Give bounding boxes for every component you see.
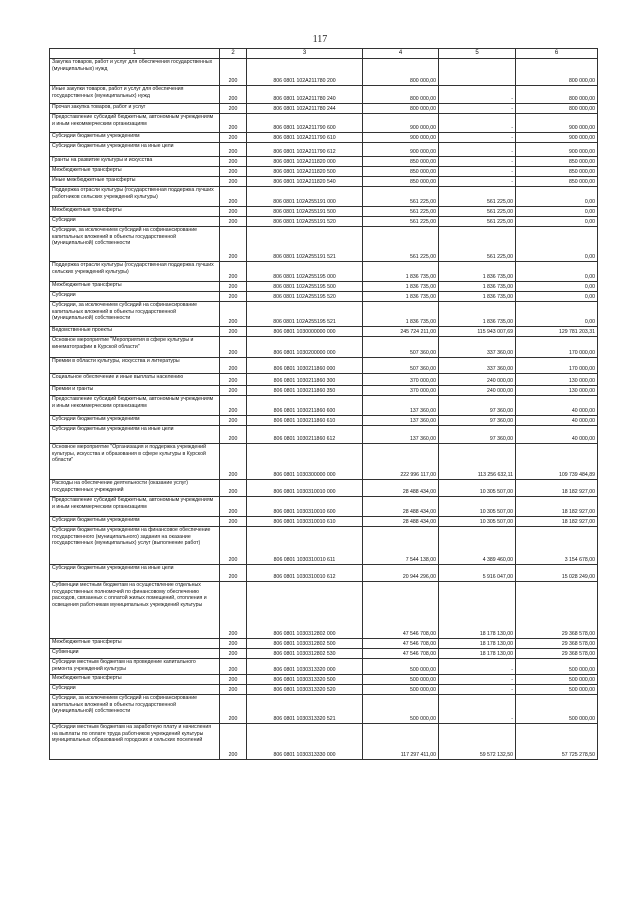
cell-code: 200 xyxy=(220,685,247,695)
cell-plan: 507 360,00 xyxy=(363,337,439,358)
table-row xyxy=(50,659,598,675)
cell-exec: - xyxy=(439,167,516,177)
cell-name: Субсидии, за исключением субсидий на софинансирование капитальных вложений в объекты государственной (муниципальной) собственности xyxy=(50,695,220,724)
cell-code: 200 xyxy=(220,327,247,337)
cell-exec: - xyxy=(439,685,516,695)
cell-name: Основное мероприятие "Организация и поддержка учреждений культуры, искусства и образования в сфере культуры в Курской области" xyxy=(50,444,220,480)
cell-exec: 113 256 632,11 xyxy=(439,444,516,480)
cell-code: 200 xyxy=(220,157,247,167)
cell-exec: - xyxy=(439,695,516,724)
cell-exec: 97 360,00 xyxy=(439,416,516,426)
table-row xyxy=(50,59,598,86)
cell-plan: 800 000,00 xyxy=(363,104,439,114)
cell-plan: 47 546 708,00 xyxy=(363,582,439,639)
cell-kbk: 806 0801 1030300000 000 xyxy=(247,444,363,480)
cell-code: 200 xyxy=(220,386,247,396)
cell-kbk: 806 0801 102А211790 610 xyxy=(247,133,363,143)
cell-exec: 1 836 735,00 xyxy=(439,292,516,302)
table-row xyxy=(50,262,598,282)
cell-code: 200 xyxy=(220,217,247,227)
cell-kbk: 806 0801 102А255195 520 xyxy=(247,292,363,302)
cell-rest: 0,00 xyxy=(516,302,598,327)
cell-exec: 240 000,00 xyxy=(439,386,516,396)
table-row xyxy=(50,639,598,649)
cell-code: 200 xyxy=(220,649,247,659)
cell-kbk: 806 0801 1030313330 000 xyxy=(247,724,363,760)
cell-code: 200 xyxy=(220,444,247,480)
cell-kbk: 806 0801 1030200000 000 xyxy=(247,337,363,358)
cell-name: Субсидии бюджетным учреждениям на иные цели xyxy=(50,426,220,444)
cell-exec: 10 305 507,00 xyxy=(439,517,516,527)
cell-rest: 29 368 578,00 xyxy=(516,649,598,659)
table-row xyxy=(50,157,598,167)
cell-code: 200 xyxy=(220,396,247,416)
cell-exec: - xyxy=(439,86,516,104)
cell-code: 200 xyxy=(220,527,247,565)
cell-rest: 500 000,00 xyxy=(516,659,598,675)
cell-name: Субсидии xyxy=(50,217,220,227)
cell-name: Субсидии бюджетным учреждениям на иные цели xyxy=(50,143,220,157)
cell-rest: 170 000,00 xyxy=(516,337,598,358)
cell-name: Субсидии бюджетным учреждениям xyxy=(50,416,220,426)
cell-rest: 0,00 xyxy=(516,262,598,282)
cell-rest: 3 154 678,00 xyxy=(516,527,598,565)
cell-exec: - xyxy=(439,104,516,114)
cell-rest: 0,00 xyxy=(516,227,598,262)
cell-plan: 1 836 735,00 xyxy=(363,262,439,282)
cell-plan: 500 000,00 xyxy=(363,675,439,685)
cell-name: Субсидии бюджетным учреждениям на финансовое обеспечение государственного (муниципального) задания на оказание государственных (муниципальных) услуг (выполнение работ) xyxy=(50,527,220,565)
page-number: 117 xyxy=(312,34,328,45)
cell-exec: 18 178 130,00 xyxy=(439,582,516,639)
cell-plan: 500 000,00 xyxy=(363,685,439,695)
table-row xyxy=(50,724,598,760)
table-row xyxy=(50,143,598,157)
cell-plan: 1 836 735,00 xyxy=(363,302,439,327)
cell-name: Закупка товаров, работ и услуг для обеспечения государственных (муниципальных) нужд xyxy=(50,59,220,86)
column-header: 6 xyxy=(516,49,598,59)
cell-name: Субсидии местным бюджетам на заработную плату и начисления на выплаты по оплате труда работников учреждений культуры муниципальных образований городских и сельских поселений xyxy=(50,724,220,760)
cell-name: Предоставление субсидий бюджетным, автономным учреждениям и иным некоммерческим организациям xyxy=(50,497,220,517)
cell-rest: 109 739 484,89 xyxy=(516,444,598,480)
cell-name: Субсидии, за исключением субсидий на софинансирование капитальных вложений в объекты государственной (муниципальной) собственности xyxy=(50,302,220,327)
table-row xyxy=(50,327,598,337)
column-header: 1 xyxy=(50,49,220,59)
cell-plan: 1 836 735,00 xyxy=(363,282,439,292)
cell-kbk: 806 0801 102А211790 600 xyxy=(247,114,363,133)
cell-rest: 800 000,00 xyxy=(516,59,598,86)
cell-kbk: 806 0801 102А255191 000 xyxy=(247,187,363,207)
cell-kbk: 806 0801 1030313320 521 xyxy=(247,695,363,724)
cell-name: Субвенции местным бюджетам на осуществление отдельных государственных полномочий по финансовому обеспечению расходов, связанных с оплатой жилых помещений, отопления и освещения работникам муниципальных учреждений культуры xyxy=(50,582,220,639)
cell-plan: 900 000,00 xyxy=(363,143,439,157)
cell-exec: 18 178 130,00 xyxy=(439,639,516,649)
column-number-header-row xyxy=(50,49,598,59)
cell-kbk: 806 0801 1030211860 000 xyxy=(247,358,363,374)
cell-kbk: 806 0801 1030310010 610 xyxy=(247,517,363,527)
table-row xyxy=(50,426,598,444)
cell-rest: 850 000,00 xyxy=(516,167,598,177)
cell-name: Иные закупки товаров, работ и услуг для обеспечения государственных (муниципальных) нужд xyxy=(50,86,220,104)
cell-rest: 800 000,00 xyxy=(516,104,598,114)
table-row xyxy=(50,177,598,187)
cell-plan: 137 360,00 xyxy=(363,396,439,416)
table-row xyxy=(50,337,598,358)
table-row xyxy=(50,227,598,262)
table-row xyxy=(50,565,598,582)
table-row xyxy=(50,167,598,177)
cell-code: 200 xyxy=(220,114,247,133)
table-row xyxy=(50,517,598,527)
cell-rest: 15 028 249,00 xyxy=(516,565,598,582)
cell-plan: 28 488 434,00 xyxy=(363,517,439,527)
cell-code: 200 xyxy=(220,675,247,685)
table-row xyxy=(50,416,598,426)
cell-kbk: 806 0801 1030313320 520 xyxy=(247,685,363,695)
cell-code: 200 xyxy=(220,59,247,86)
cell-exec: 561 225,00 xyxy=(439,187,516,207)
cell-code: 200 xyxy=(220,426,247,444)
cell-name: Прочая закупка товаров, работ и услуг xyxy=(50,104,220,114)
cell-plan: 800 000,00 xyxy=(363,86,439,104)
cell-plan: 561 225,00 xyxy=(363,227,439,262)
cell-rest: 900 000,00 xyxy=(516,143,598,157)
cell-code: 200 xyxy=(220,374,247,386)
cell-kbk: 806 0801 1030310010 600 xyxy=(247,497,363,517)
cell-plan: 28 488 434,00 xyxy=(363,497,439,517)
cell-kbk: 806 0801 102А211820 540 xyxy=(247,177,363,187)
cell-exec: - xyxy=(439,143,516,157)
cell-code: 200 xyxy=(220,187,247,207)
cell-name: Гранты на развитие культуры и искусства xyxy=(50,157,220,167)
cell-plan: 1 836 735,00 xyxy=(363,292,439,302)
cell-rest: 18 182 927,00 xyxy=(516,480,598,497)
cell-code: 200 xyxy=(220,227,247,262)
cell-name: Субсидии xyxy=(50,685,220,695)
cell-code: 200 xyxy=(220,517,247,527)
cell-plan: 561 225,00 xyxy=(363,207,439,217)
cell-exec: 1 836 735,00 xyxy=(439,302,516,327)
cell-kbk: 806 0801 1030211860 612 xyxy=(247,426,363,444)
cell-plan: 222 996 117,00 xyxy=(363,444,439,480)
cell-kbk: 806 0801 102А255191 520 xyxy=(247,217,363,227)
cell-code: 200 xyxy=(220,659,247,675)
cell-plan: 245 724 211,00 xyxy=(363,327,439,337)
cell-name: Межбюджетные трансферты xyxy=(50,639,220,649)
cell-code: 200 xyxy=(220,133,247,143)
cell-kbk: 806 0801 102А211780 244 xyxy=(247,104,363,114)
cell-exec: 5 916 047,00 xyxy=(439,565,516,582)
cell-code: 200 xyxy=(220,282,247,292)
cell-kbk: 806 0801 1030211860 610 xyxy=(247,416,363,426)
table-row xyxy=(50,217,598,227)
cell-name: Социальное обеспечение и иные выплаты населению xyxy=(50,374,220,386)
cell-code: 200 xyxy=(220,177,247,187)
cell-kbk: 806 0801 102А211820 500 xyxy=(247,167,363,177)
cell-exec: - xyxy=(439,675,516,685)
cell-rest: 0,00 xyxy=(516,187,598,207)
cell-code: 200 xyxy=(220,262,247,282)
cell-exec xyxy=(439,59,516,86)
cell-plan: 137 360,00 xyxy=(363,426,439,444)
cell-kbk: 806 0801 1030211860 350 xyxy=(247,386,363,396)
cell-name: Межбюджетные трансферты xyxy=(50,207,220,217)
cell-code: 200 xyxy=(220,207,247,217)
cell-name: Субсидии, за исключением субсидий на софинансирование капитальных вложений в объекты государственной (муниципальной) собственности xyxy=(50,227,220,262)
cell-plan: 47 546 708,00 xyxy=(363,639,439,649)
cell-kbk: 806 0801 1030313320 000 xyxy=(247,659,363,675)
cell-name: Премии и гранты xyxy=(50,386,220,396)
column-header: 2 xyxy=(220,49,247,59)
cell-kbk: 806 0801 102А211780 200 xyxy=(247,59,363,86)
cell-kbk: 806 0801 1030312802 000 xyxy=(247,582,363,639)
cell-plan: 500 000,00 xyxy=(363,659,439,675)
cell-name: Межбюджетные трансферты xyxy=(50,675,220,685)
table-row xyxy=(50,358,598,374)
cell-kbk: 806 0801 1030000000 000 xyxy=(247,327,363,337)
cell-kbk: 806 0801 102А211790 612 xyxy=(247,143,363,157)
cell-code: 200 xyxy=(220,497,247,517)
table-row xyxy=(50,497,598,517)
cell-plan: 561 225,00 xyxy=(363,217,439,227)
table-row xyxy=(50,386,598,396)
table-row xyxy=(50,302,598,327)
cell-plan: 850 000,00 xyxy=(363,177,439,187)
cell-rest: 500 000,00 xyxy=(516,695,598,724)
cell-kbk: 806 0801 1030211860 600 xyxy=(247,396,363,416)
cell-exec: 240 000,00 xyxy=(439,374,516,386)
cell-code: 200 xyxy=(220,86,247,104)
cell-kbk: 806 0801 1030313320 500 xyxy=(247,675,363,685)
cell-plan: 370 000,00 xyxy=(363,374,439,386)
cell-plan: 20 944 296,00 xyxy=(363,565,439,582)
cell-rest: 129 781 203,31 xyxy=(516,327,598,337)
column-header: 3 xyxy=(247,49,363,59)
cell-name: Межбюджетные трансферты xyxy=(50,167,220,177)
cell-kbk: 806 0801 102А255191 521 xyxy=(247,227,363,262)
cell-name: Межбюджетные трансферты xyxy=(50,282,220,292)
cell-code: 200 xyxy=(220,302,247,327)
cell-kbk: 806 0801 102А255195 000 xyxy=(247,262,363,282)
cell-kbk: 806 0801 1030310010 611 xyxy=(247,527,363,565)
table-row xyxy=(50,374,598,386)
cell-rest: 18 182 927,00 xyxy=(516,497,598,517)
cell-exec: 97 360,00 xyxy=(439,426,516,444)
cell-plan: 900 000,00 xyxy=(363,114,439,133)
cell-plan: 507 360,00 xyxy=(363,358,439,374)
cell-name: Субсидии бюджетным учреждениям на иные цели xyxy=(50,565,220,582)
cell-kbk: 806 0801 1030310010 000 xyxy=(247,480,363,497)
cell-rest: 40 000,00 xyxy=(516,426,598,444)
table-row xyxy=(50,187,598,207)
cell-code: 200 xyxy=(220,582,247,639)
cell-code: 200 xyxy=(220,292,247,302)
cell-kbk: 806 0801 102А211820 000 xyxy=(247,157,363,167)
cell-kbk: 806 0801 102А255191 500 xyxy=(247,207,363,217)
cell-exec: 337 360,00 xyxy=(439,337,516,358)
cell-name: Расходы на обеспечение деятельности (оказание услуг) государственных учреждений xyxy=(50,480,220,497)
cell-name: Предоставление субсидий бюджетным, автономным учреждениям и иным некоммерческим организациям xyxy=(50,396,220,416)
budget-execution-table xyxy=(49,48,598,760)
cell-plan: 561 225,00 xyxy=(363,187,439,207)
cell-plan: 370 000,00 xyxy=(363,386,439,396)
table-row xyxy=(50,685,598,695)
cell-plan: 850 000,00 xyxy=(363,167,439,177)
cell-plan: 800 000,00 xyxy=(363,59,439,86)
table-row xyxy=(50,527,598,565)
cell-name: Предоставление субсидий бюджетным, автономным учреждениям и иным некоммерческим организациям xyxy=(50,114,220,133)
cell-exec: 561 225,00 xyxy=(439,207,516,217)
cell-rest: 130 000,00 xyxy=(516,374,598,386)
cell-plan: 500 000,00 xyxy=(363,695,439,724)
cell-code: 200 xyxy=(220,143,247,157)
cell-exec: 115 943 007,69 xyxy=(439,327,516,337)
cell-exec: - xyxy=(439,114,516,133)
cell-exec: 59 572 132,50 xyxy=(439,724,516,760)
table-row xyxy=(50,282,598,292)
column-header: 5 xyxy=(439,49,516,59)
cell-code: 200 xyxy=(220,695,247,724)
cell-code: 200 xyxy=(220,480,247,497)
table-row xyxy=(50,114,598,133)
cell-rest: 900 000,00 xyxy=(516,114,598,133)
cell-code: 200 xyxy=(220,358,247,374)
cell-plan: 850 000,00 xyxy=(363,157,439,167)
column-header: 4 xyxy=(363,49,439,59)
cell-rest: 850 000,00 xyxy=(516,177,598,187)
cell-name: Субсидии бюджетным учреждениям xyxy=(50,133,220,143)
cell-exec: 18 178 130,00 xyxy=(439,649,516,659)
cell-code: 200 xyxy=(220,565,247,582)
table-row xyxy=(50,649,598,659)
cell-exec: - xyxy=(439,177,516,187)
table-row xyxy=(50,695,598,724)
cell-name: Поддержка отрасли культуры (государственная поддержка лучших сельских учреждений культуры) xyxy=(50,262,220,282)
cell-plan: 900 000,00 xyxy=(363,133,439,143)
cell-rest: 57 725 278,50 xyxy=(516,724,598,760)
cell-exec: 561 225,00 xyxy=(439,217,516,227)
cell-rest: 40 000,00 xyxy=(516,416,598,426)
cell-name: Премии в области культуры, искусства и литературы xyxy=(50,358,220,374)
cell-exec: 1 836 735,00 xyxy=(439,282,516,292)
cell-kbk: 806 0801 1030312802 530 xyxy=(247,649,363,659)
cell-rest: 0,00 xyxy=(516,217,598,227)
cell-plan: 7 544 138,00 xyxy=(363,527,439,565)
table-row xyxy=(50,207,598,217)
cell-plan: 47 546 708,00 xyxy=(363,649,439,659)
cell-code: 200 xyxy=(220,337,247,358)
cell-rest: 170 000,00 xyxy=(516,358,598,374)
cell-kbk: 806 0801 1030312802 500 xyxy=(247,639,363,649)
table-row xyxy=(50,480,598,497)
cell-exec: 337 360,00 xyxy=(439,358,516,374)
cell-name: Ведомственные проекты xyxy=(50,327,220,337)
cell-rest: 500 000,00 xyxy=(516,675,598,685)
table-row xyxy=(50,582,598,639)
cell-rest: 500 000,00 xyxy=(516,685,598,695)
cell-kbk: 806 0801 102А255195 521 xyxy=(247,302,363,327)
cell-name: Субсидии местным бюджетам на проведение капитального ремонта учреждений культуры xyxy=(50,659,220,675)
cell-rest: 18 182 927,00 xyxy=(516,517,598,527)
cell-rest: 130 000,00 xyxy=(516,386,598,396)
cell-name: Субсидии xyxy=(50,292,220,302)
cell-exec: - xyxy=(439,659,516,675)
cell-name: Основное мероприятие "Мероприятия в сфере культуры и кинематографии в Курской области" xyxy=(50,337,220,358)
cell-rest: 29 368 578,00 xyxy=(516,639,598,649)
table-row xyxy=(50,675,598,685)
cell-exec: 1 836 735,00 xyxy=(439,262,516,282)
cell-code: 200 xyxy=(220,167,247,177)
cell-name: Иные межбюджетные трансферты xyxy=(50,177,220,187)
cell-exec: - xyxy=(439,133,516,143)
cell-exec: 561 225,00 xyxy=(439,227,516,262)
cell-plan: 137 360,00 xyxy=(363,416,439,426)
cell-code: 200 xyxy=(220,416,247,426)
cell-code: 200 xyxy=(220,724,247,760)
cell-rest: 0,00 xyxy=(516,207,598,217)
table-body xyxy=(50,59,598,760)
cell-exec: 10 305 507,00 xyxy=(439,497,516,517)
cell-rest: 800 000,00 xyxy=(516,86,598,104)
cell-rest: 0,00 xyxy=(516,292,598,302)
cell-kbk: 806 0801 102А211780 240 xyxy=(247,86,363,104)
table-row xyxy=(50,104,598,114)
cell-name: Субвенции xyxy=(50,649,220,659)
cell-name: Поддержка отрасли культуры (государственная поддержка лучших работников сельских учреждений культуры) xyxy=(50,187,220,207)
table-row xyxy=(50,292,598,302)
table-row xyxy=(50,444,598,480)
cell-rest: 900 000,00 xyxy=(516,133,598,143)
cell-plan: 28 488 434,00 xyxy=(363,480,439,497)
table-row xyxy=(50,86,598,104)
cell-rest: 40 000,00 xyxy=(516,396,598,416)
table-row xyxy=(50,396,598,416)
cell-exec: - xyxy=(439,157,516,167)
cell-kbk: 806 0801 102А255195 500 xyxy=(247,282,363,292)
cell-rest: 29 368 578,00 xyxy=(516,582,598,639)
cell-kbk: 806 0801 1030211860 300 xyxy=(247,374,363,386)
table-row xyxy=(50,133,598,143)
cell-code: 200 xyxy=(220,104,247,114)
cell-rest: 850 000,00 xyxy=(516,157,598,167)
cell-exec: 10 305 507,00 xyxy=(439,480,516,497)
cell-exec: 97 360,00 xyxy=(439,396,516,416)
cell-kbk: 806 0801 1030310010 612 xyxy=(247,565,363,582)
cell-plan: 117 297 411,00 xyxy=(363,724,439,760)
cell-code: 200 xyxy=(220,639,247,649)
cell-exec: 4 389 460,00 xyxy=(439,527,516,565)
cell-name: Субсидии бюджетным учреждениям xyxy=(50,517,220,527)
cell-rest: 0,00 xyxy=(516,282,598,292)
